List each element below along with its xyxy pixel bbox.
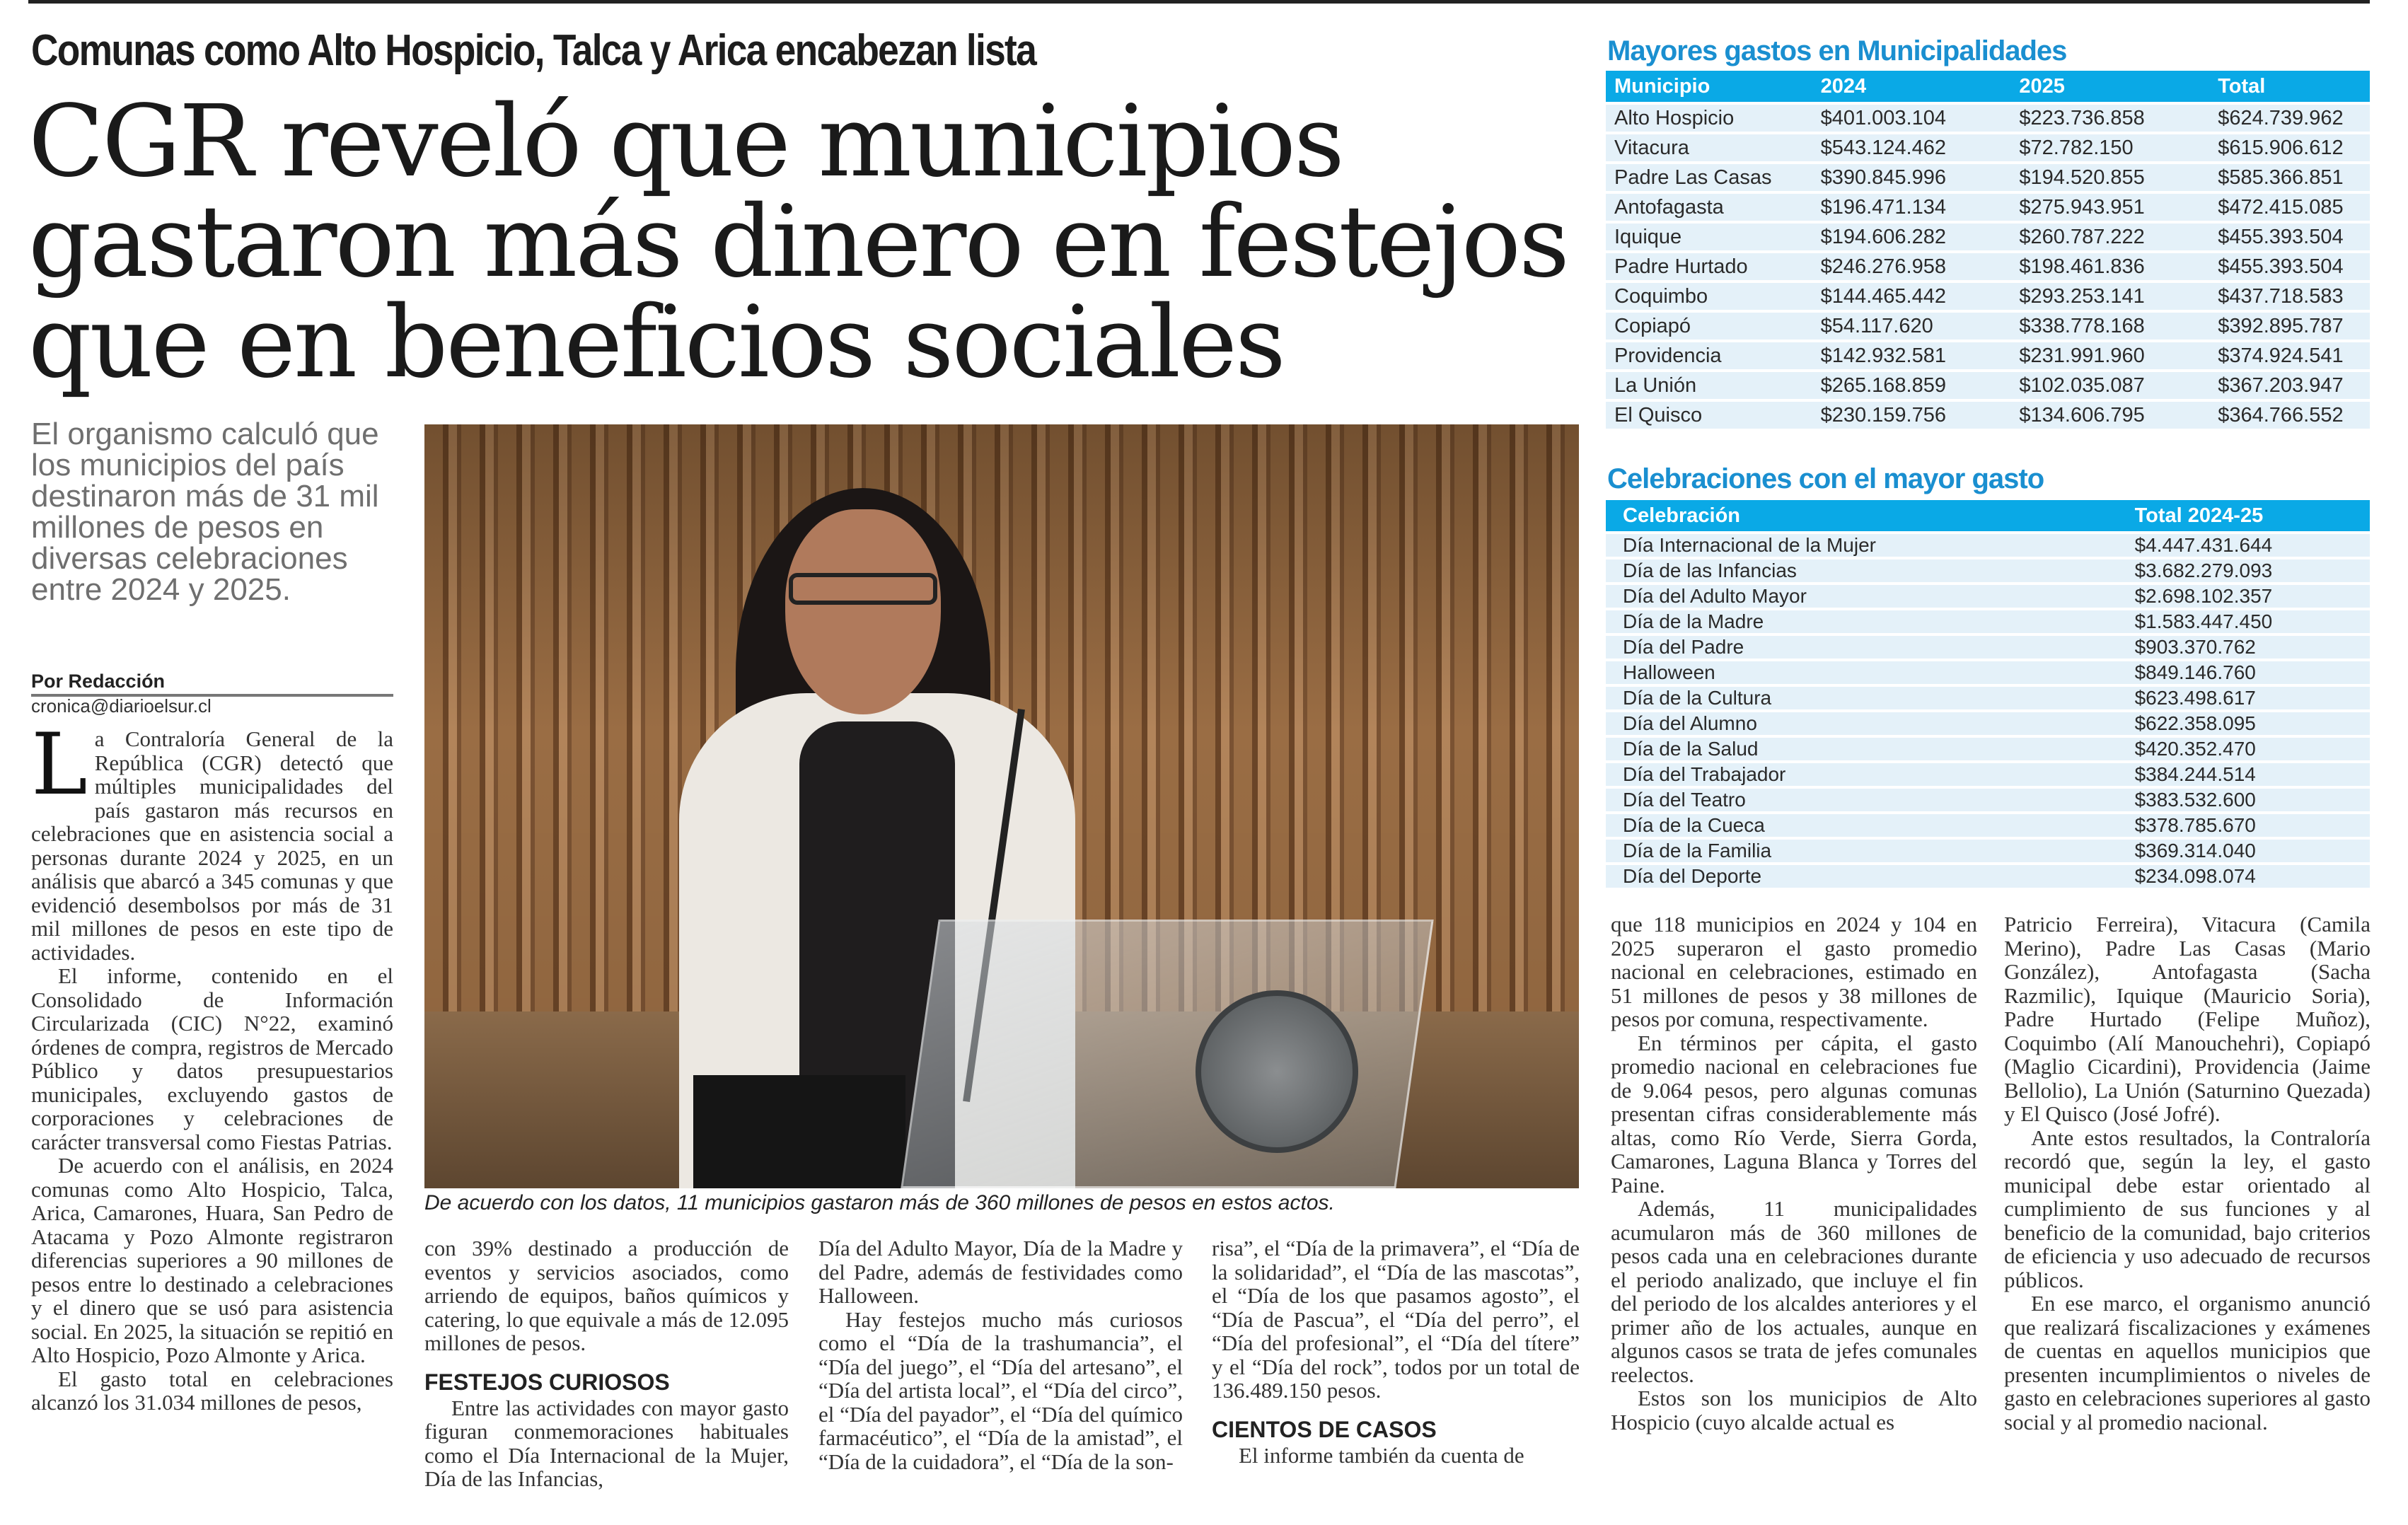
table-cell: $260.787.222 <box>2010 224 2209 250</box>
table-cell: $364.766.552 <box>2209 402 2370 429</box>
headline-line: gastaron más dinero en festejos <box>28 185 1568 300</box>
table-row <box>1606 738 2370 760</box>
paragraph: El informe, contenido en el Consolidado de Información Circularizada (CIC) N°22, examinó órdenes de compra, registros de Mercado Público y datos presupuestarios municipales, excluyendo gastos de corporaciones y celebraciones de carácter transversal como Fiestas Patrias. <box>31 963 393 1154</box>
table-row <box>1606 814 2370 837</box>
column-header: Total 2024-25 <box>2118 500 2370 531</box>
table-header-row <box>1606 500 2370 531</box>
table-cell: Halloween <box>1606 661 2118 684</box>
table-cell: Día del Deporte <box>1606 865 2118 888</box>
table-cell: $230.159.756 <box>1812 402 2011 429</box>
lead-summary: El organismo calculó que los municipios del país destinaron más de 31 mil millones de pesos en diversas celebraciones entre 2024 y 2025. <box>31 417 379 607</box>
paragraph: que 118 municipios en 2024 y 104 en 2025 superaron el gasto promedio nacional en celebraciones, estimado en 51 millones de pesos y 38 millones de pesos por comuna, respectivamente. <box>1611 912 1977 1031</box>
article-column-5 <box>1611 912 1977 1507</box>
paragraph: Patricio Ferreira), Vitacura (Camila Merino), Padre Las Casas (Mario González), Antofagasta (Sacha Razmilic), Iquique (Mauricio Soria), Padre Hurtado (Felipe Muñoz), Coquimbo (Alí Manouchehri), Copiapó (Maglio Cicardini), Providencia (Jaime Bellolio), La Unión (Saturnino Quezada) y El Quisco (José Jofré). <box>2004 912 2371 1126</box>
table-cell: $623.498.617 <box>2118 687 2370 709</box>
article-column-4 <box>1212 1236 1580 1505</box>
top-rule <box>28 0 2370 4</box>
table-cell: $275.943.951 <box>2010 194 2209 221</box>
table-cell: Día de las Infancias <box>1606 559 2118 582</box>
table-cell: Vitacura <box>1606 134 1812 161</box>
table-box <box>693 1075 905 1188</box>
table-cell: Día del Alumno <box>1606 712 2118 735</box>
table-cell: $384.244.514 <box>2118 763 2370 786</box>
speaker-face <box>785 509 941 714</box>
table-cell: Iquique <box>1606 224 1812 250</box>
table-cell: Día Internacional de la Mujer <box>1606 534 2118 557</box>
table-cell: $437.718.583 <box>2209 283 2370 310</box>
table-cell: $622.358.095 <box>2118 712 2370 735</box>
table-cell: Día de la Cueca <box>1606 814 2118 837</box>
table-cell: $367.203.947 <box>2209 372 2370 399</box>
table-row <box>1606 313 2370 340</box>
table-cell: $392.895.787 <box>2209 313 2370 340</box>
table-cell: $102.035.087 <box>2010 372 2209 399</box>
table-row <box>1606 712 2370 735</box>
table-row <box>1606 789 2370 811</box>
table-cell: $3.682.279.093 <box>2118 559 2370 582</box>
table-cell: Copiapó <box>1606 313 1812 340</box>
column-header: 2024 <box>1812 71 2011 102</box>
table-cell: $624.739.962 <box>2209 105 2370 132</box>
headline <box>28 84 1599 400</box>
table-row <box>1606 105 2370 132</box>
table-row <box>1606 164 2370 191</box>
table-row <box>1606 687 2370 709</box>
table-cell: $293.253.141 <box>2010 283 2209 310</box>
table-row <box>1606 534 2370 557</box>
cgr-seal-logo <box>1196 990 1358 1153</box>
table-cell: $231.991.960 <box>2010 342 2209 369</box>
table-row <box>1606 402 2370 429</box>
column-header: Total <box>2209 71 2370 102</box>
article-column-2 <box>424 1236 789 1505</box>
table-cell: El Quisco <box>1606 402 1812 429</box>
photo-caption: De acuerdo con los datos, 11 municipios gastaron más de 360 millones de pesos en estos actos. <box>424 1191 1335 1214</box>
table-cell: $196.471.134 <box>1812 194 2011 221</box>
article-column-6 <box>2004 912 2371 1507</box>
table-cell: $472.415.085 <box>2209 194 2370 221</box>
paragraph: En ese marco, el organismo anunció que realizará fiscalizaciones y exámenes de cuentas en aquellos municipios que presenten incumplimientos o niveles de gasto en celebraciones superiores al gasto social y al promedio nacional. <box>2004 1291 2371 1434</box>
table-row <box>1606 636 2370 659</box>
column-header: Municipio <box>1606 71 1812 102</box>
table-row <box>1606 865 2370 888</box>
table-header-row <box>1606 71 2370 102</box>
paragraph: El gasto total en celebraciones alcanzó los 31.034 millones de pesos, <box>31 1366 393 1415</box>
column-header: Celebración <box>1606 500 2118 531</box>
table-cell: $455.393.504 <box>2209 224 2370 250</box>
column-header: 2025 <box>2010 71 2209 102</box>
table-cell: Día de la Madre <box>1606 610 2118 633</box>
table-cell: Padre Hurtado <box>1606 253 1812 280</box>
table-cell: Día de la Cultura <box>1606 687 2118 709</box>
table-cell: $390.845.996 <box>1812 164 2011 191</box>
headline-line: que en beneficios sociales <box>28 285 1284 400</box>
table-cell: $2.698.102.357 <box>2118 585 2370 608</box>
paragraph: De acuerdo con el análisis, en 2024 comunas como Alto Hospicio, Talca, Arica, Camarones, Huara, San Pedro de Atacama y Pozo Almonte registraron diferencias superiores a 90 millones de pesos entre lo destinado a celebraciones y el dinero que se usó para asistencia social. En 2025, la situación se repitió en Alto Hospicio, Pozo Almonte y Arica. <box>31 1153 393 1367</box>
table-cell: $144.465.442 <box>1812 283 2011 310</box>
paragraph <box>31 727 393 964</box>
table-cell: $72.782.150 <box>2010 134 2209 161</box>
table-cell: Padre Las Casas <box>1606 164 1812 191</box>
table-cell: Día de la Salud <box>1606 738 2118 760</box>
kicker: Comunas como Alto Hospicio, Talca y Arica encabezan lista <box>31 26 1036 75</box>
byline-email[interactable]: cronica@diarioelsur.cl <box>31 695 212 717</box>
table-cell: $134.606.795 <box>2010 402 2209 429</box>
table-row <box>1606 194 2370 221</box>
byline-author: Por Redacción <box>31 671 393 697</box>
table-cell: Providencia <box>1606 342 1812 369</box>
table-cell: $378.785.670 <box>2118 814 2370 837</box>
table-row <box>1606 610 2370 633</box>
paragraph: Estos son los municipios de Alto Hospicio (cuyo alcalde actual es <box>1611 1386 1977 1434</box>
table-cell: $543.124.462 <box>1812 134 2011 161</box>
drop-cap: L <box>31 727 88 814</box>
table-cell: $420.352.470 <box>2118 738 2370 760</box>
table-cell: Día del Teatro <box>1606 789 2118 811</box>
headline-line: CGR reveló que municipios <box>28 84 1343 199</box>
table-row <box>1606 224 2370 250</box>
table-cell: Día del Padre <box>1606 636 2118 659</box>
table-cell: $142.932.581 <box>1812 342 2011 369</box>
table-cell: $1.583.447.450 <box>2118 610 2370 633</box>
article-photo <box>424 424 1579 1188</box>
municipal-spending-table <box>1606 68 2370 431</box>
table-cell: Antofagasta <box>1606 194 1812 221</box>
table-cell: $223.736.858 <box>2010 105 2209 132</box>
paragraph: Día del Adulto Mayor, Día de la Madre y del Padre, además de festividades como Halloween. <box>818 1236 1183 1308</box>
table-cell: $198.461.836 <box>2010 253 2209 280</box>
glasses <box>789 573 937 605</box>
table-row <box>1606 840 2370 862</box>
table-row <box>1606 661 2370 684</box>
table-cell: $585.366.851 <box>2209 164 2370 191</box>
table-cell: $374.924.541 <box>2209 342 2370 369</box>
table-cell: Día de la Familia <box>1606 840 2118 862</box>
table-row <box>1606 134 2370 161</box>
table-cell: $246.276.958 <box>1812 253 2011 280</box>
paragraph: con 39% destinado a producción de eventos y servicios asociados, como arriendo de equipos, baños químicos y catering, lo que equivale a más de 12.095 millones de pesos. <box>424 1236 789 1355</box>
celebrations-table <box>1606 497 2370 891</box>
paragraph: Hay festejos mucho más curiosos como el “Día de la trashumancia”, el “Día del juego”, el “Día del artesano”, el “Día del artista local”, el “Día del circo”, el “Día del payador”, el “Día del químico farmacéutico”, el “Día de la amistad”, el “Día de la cuidadora”, el “Día de la son- <box>818 1306 1183 1474</box>
table-cell: $383.532.600 <box>2118 789 2370 811</box>
table-cell: $401.003.104 <box>1812 105 2011 132</box>
table-cell: $265.168.859 <box>1812 372 2011 399</box>
table1-title: Mayores gastos en Municipalidades <box>1607 35 2067 66</box>
table-cell: $194.520.855 <box>2010 164 2209 191</box>
table-row <box>1606 283 2370 310</box>
paragraph: Ante estos resultados, la Contraloría recordó que, según la ley, el gasto municipal debe estar orientado al cumplimiento de sus funciones y al beneficio de la comunidad, bajo criterios de eficiencia y uso adecuado de recursos públicos. <box>2004 1125 2371 1292</box>
paragraph: En términos per cápita, el gasto promedio nacional en celebraciones fue de 9.064 pesos, pero algunas comunas presentan cifras considerablemente más altas, como Río Verde, Sierra Gorda, Camarones, Laguna Blanca y Torres del Paine. <box>1611 1030 1977 1198</box>
table2-title: Celebraciones con el mayor gasto <box>1607 463 2044 494</box>
table-cell: $4.447.431.644 <box>2118 534 2370 557</box>
table-row <box>1606 763 2370 786</box>
article-column-3 <box>818 1236 1183 1505</box>
table-cell: $849.146.760 <box>2118 661 2370 684</box>
paragraph-text: a Contraloría General de la República (CGR) detectó que múltiples municipalidades del país gastaron más recursos en celebraciones que en asistencia social a personas durante 2024 y 2025, en un análisis que abarcó a 345 comunas y que evidenció desembolsos por más de 31 mil millones de pesos en este tipo de actividades. <box>31 727 393 965</box>
paragraph: El informe también da cuenta de <box>1239 1442 1524 1468</box>
table-cell: $194.606.282 <box>1812 224 2011 250</box>
table-row <box>1606 372 2370 399</box>
table-row <box>1606 585 2370 608</box>
section-heading: CIENTOS DE CASOS <box>1212 1416 1437 1442</box>
table-cell: Día del Trabajador <box>1606 763 2118 786</box>
table-cell: La Unión <box>1606 372 1812 399</box>
table-cell: $54.117.620 <box>1812 313 2011 340</box>
table-cell: Coquimbo <box>1606 283 1812 310</box>
table-row <box>1606 342 2370 369</box>
article-column-1 <box>31 727 393 1505</box>
paragraph: risa”, el “Día de la primavera”, el “Día de la solidaridad”, el “Día de las mascotas”, el “Día de los que pasamos agosto”, el “Día de Pascua”, el “Día del perro”, el “Día del profesional”, el “Día del títere” y el “Día del rock”, todos por un total de 136.489.150 pesos. <box>1212 1236 1580 1403</box>
paragraph: Entre las actividades con mayor gasto figuran conmemoraciones habituales como el Día Internacional de la Mujer, Día de las Infancias, <box>424 1395 789 1491</box>
table-cell: $338.778.168 <box>2010 313 2209 340</box>
table-cell: $369.314.040 <box>2118 840 2370 862</box>
table-cell: $234.098.074 <box>2118 865 2370 888</box>
section-heading: FESTEJOS CURIOSOS <box>424 1369 670 1395</box>
table-row <box>1606 559 2370 582</box>
table-row <box>1606 253 2370 280</box>
table-cell: $455.393.504 <box>2209 253 2370 280</box>
table-cell: Día del Adulto Mayor <box>1606 585 2118 608</box>
table-cell: $903.370.762 <box>2118 636 2370 659</box>
table-cell: $615.906.612 <box>2209 134 2370 161</box>
table-cell: Alto Hospicio <box>1606 105 1812 132</box>
paragraph: Además, 11 municipalidades acumularon más de 360 millones de pesos cada una en celebraciones durante el periodo analizado, que incluye el fin del periodo de los alcaldes anteriores y el primer año de los actuales, aunque en algunos casos se trata de jefes comunales reelectos. <box>1611 1196 1977 1387</box>
